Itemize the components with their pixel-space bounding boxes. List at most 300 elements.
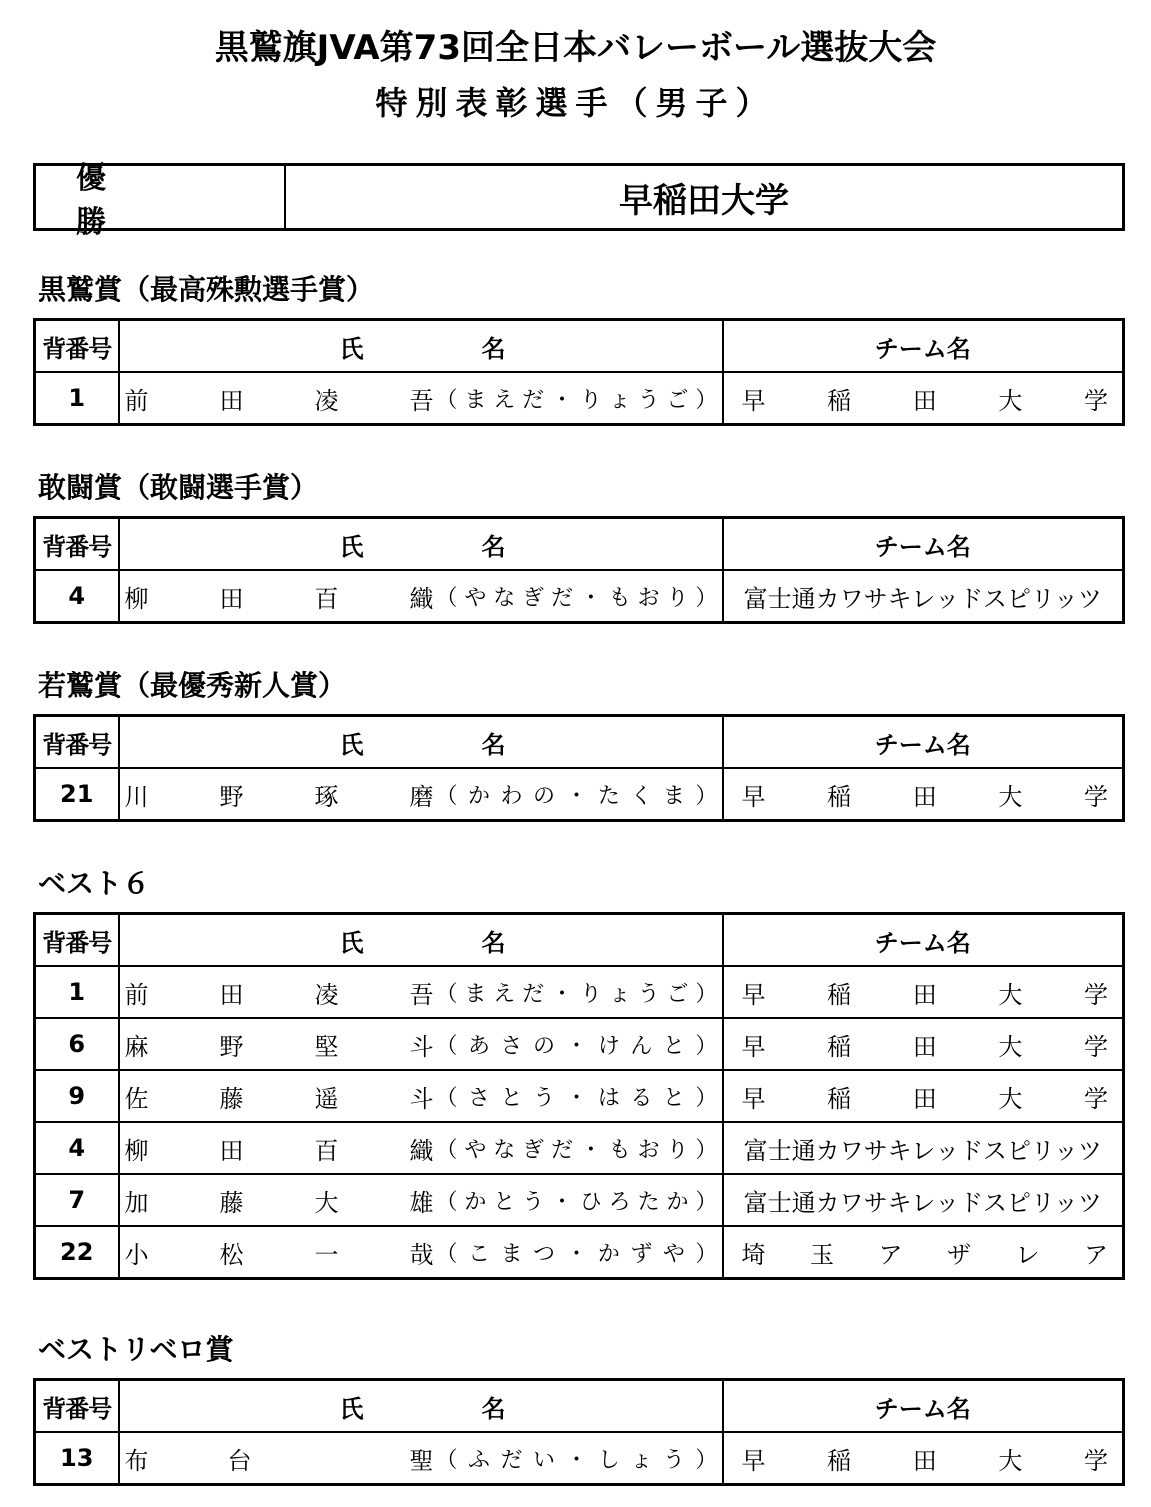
table-row [35,768,1124,821]
name-char: 田 [219,386,244,415]
player-team [723,1122,1124,1174]
team-char: 大 [998,980,1023,1009]
reading-char: い [532,1447,555,1473]
reading-char: （ [435,1189,458,1215]
player-name-kanji [125,1183,436,1218]
reading-char: か [467,783,490,809]
header-name-label [120,725,722,760]
player-name [119,372,723,425]
table-row [35,570,1124,623]
player-team [723,1070,1124,1122]
team-char: 早 [741,1446,766,1475]
name-char: 布 [124,1446,149,1475]
team-char: 早 [741,1032,766,1061]
reading-char: （ [435,585,458,611]
reading-char: ・ [565,783,588,809]
reading-char: う [662,1447,685,1473]
name-char: 田 [219,980,244,1009]
team-char: ア [878,1240,903,1269]
reading-char: し [597,1447,620,1473]
header-name-label [120,527,722,562]
reading-char: ま [464,387,487,413]
player-name [119,1432,723,1485]
team-char: ア [1084,1240,1108,1269]
header-team: チーム名 [723,320,1124,373]
team-char: 稲 [827,980,852,1009]
player-name-wrap [120,777,722,812]
name-char: 凌 [314,386,339,415]
team-name [724,1235,1123,1270]
name-char: 斗 [409,1084,434,1113]
section-title: ベストリベロ賞 [38,1333,234,1366]
player-number: 21 [35,768,119,821]
table-row [35,1070,1124,1122]
team-char: 大 [998,386,1023,415]
name-char: 柳 [124,1136,149,1165]
team-char: 田 [912,980,937,1009]
reading-char: だ [522,387,545,413]
player-team [723,1018,1124,1070]
reading-char: （ [435,1241,458,1267]
player-name-reading [436,383,718,414]
reading-char: ） [695,783,718,809]
player-name [119,1122,723,1174]
reading-char: り [579,981,602,1007]
header-name-label [120,1389,722,1424]
team-char: 大 [998,1032,1023,1061]
player-name-wrap [120,579,722,614]
name-char: 藤 [219,1188,244,1217]
team-char: 学 [1084,1084,1108,1113]
reading-char: と [500,1085,523,1111]
section-title: 敢闘賞（敢闘選手賞） [38,471,319,504]
team-name [724,1079,1123,1114]
reading-char: ひ [579,1189,602,1215]
reading-char: う [637,981,660,1007]
player-name-wrap [120,1027,722,1062]
player-number: 6 [35,1018,119,1070]
reading-char: ・ [565,1033,588,1059]
section-title: ベスト６ [38,867,151,900]
header-name-given: 名 [481,334,506,363]
award-table [33,912,1125,1280]
reading-char: ょ [608,981,631,1007]
name-char: 佐 [124,1084,149,1113]
team-char: 学 [1084,386,1108,415]
header-name-family: 氏 [339,730,364,759]
header-number: 背番号 [35,518,119,571]
reading-char: ・ [551,981,574,1007]
reading-char: り [666,585,689,611]
name-char: 田 [219,584,244,613]
reading-char: も [608,1137,631,1163]
player-name-reading [436,581,718,612]
player-name-reading [436,1029,718,1060]
reading-char: だ [551,1137,574,1163]
reading-char: ） [695,387,718,413]
team-char: 田 [912,386,937,415]
player-name-wrap [120,381,722,416]
team-char: 早 [741,980,766,1009]
reading-char: る [630,1085,653,1111]
reading-char: （ [435,981,458,1007]
name-char: 織 [409,1136,434,1165]
team-char: 玉 [810,1240,834,1269]
team-name [724,777,1123,812]
table-row [35,966,1124,1018]
reading-char: り [666,1137,689,1163]
name-char: 川 [124,782,149,811]
name-char: 一 [314,1240,339,1269]
header-team: チーム名 [723,518,1124,571]
team-char: 田 [912,1446,937,1475]
player-number: 4 [35,570,119,623]
table-row [35,1432,1124,1485]
table-header-row [35,1380,1124,1433]
player-number: 22 [35,1226,119,1279]
header-name [119,518,723,571]
team-char: 稲 [827,386,852,415]
header-name [119,320,723,373]
player-team [723,1226,1124,1279]
reading-char: （ [435,1137,458,1163]
reading-char: あ [467,1033,490,1059]
team-char: 大 [998,1446,1023,1475]
reading-char: ） [695,1033,718,1059]
name-char: 吾 [409,386,434,415]
name-char: 柳 [124,584,149,613]
player-name-reading [436,1237,718,1268]
name-char: 大 [314,1188,339,1217]
name-char: 前 [124,980,149,1009]
reading-char: （ [435,1033,458,1059]
player-name-kanji [125,381,436,416]
player-name-kanji [125,1079,436,1114]
name-char: 加 [124,1188,149,1217]
name-char: 野 [219,1032,244,1061]
player-team [723,570,1124,623]
header-name-family: 氏 [339,532,364,561]
player-name [119,1174,723,1226]
award-table [33,1378,1125,1486]
name-char: 磨 [409,782,434,811]
reading-char: ・ [551,1189,574,1215]
player-team [723,966,1124,1018]
document-title: 黒鷲旗JVA第73回全日本バレーボール選抜大会 [214,28,937,68]
winner-box [33,161,1125,240]
team-char: 早 [741,782,766,811]
table-header-row [35,716,1124,769]
award-table [33,714,1125,822]
table-row [35,372,1124,425]
name-char: 小 [124,1240,149,1269]
player-name-reading [436,1185,718,1216]
reading-char: り [579,387,602,413]
team-char: 早 [741,386,766,415]
team-char: 大 [998,1084,1023,1113]
reading-char: ・ [579,585,602,611]
name-char: 百 [314,1136,339,1165]
reading-char: こ [467,1241,490,1267]
player-number: 13 [35,1432,119,1485]
reading-char: ろ [608,1189,631,1215]
reading-char: つ [532,1241,555,1267]
reading-char: （ [435,1447,458,1473]
reading-char: ま [500,1241,523,1267]
reading-char: ん [630,1033,653,1059]
team-char: 学 [1084,1446,1108,1475]
reading-char: ま [662,783,685,809]
reading-char: と [662,1085,685,1111]
player-name [119,1070,723,1122]
reading-char: ） [695,585,718,611]
table-row [35,1226,1124,1279]
reading-char: は [597,1085,620,1111]
header-team: チーム名 [723,716,1124,769]
player-name-reading [436,1133,718,1164]
reading-char: お [637,585,660,611]
reading-char: ふ [467,1447,490,1473]
player-name-kanji [125,1235,436,1270]
player-team [723,1432,1124,1485]
name-char: 前 [124,386,149,415]
reading-char: さ [467,1085,490,1111]
team-char: 田 [912,1084,937,1113]
name-char: 雄 [409,1188,434,1217]
header-name [119,1380,723,1433]
award-table [33,318,1125,426]
player-name-wrap [120,975,722,1010]
header-team: チーム名 [723,1380,1124,1433]
reading-char: な [493,585,516,611]
team-char: 大 [998,782,1023,811]
reading-char: ょ [630,1447,653,1473]
player-name-kanji [125,579,436,614]
team-name [724,381,1123,416]
reading-char: ご [666,387,689,413]
reading-char: う [522,1189,545,1215]
section-title: 黒鷲賞（最高殊勲選手賞） [38,273,375,306]
name-char: 田 [219,1136,244,1165]
reading-char: の [532,1033,555,1059]
player-name-wrap [120,1183,722,1218]
header-name [119,914,723,967]
reading-char: け [597,1033,620,1059]
reading-char: ） [695,1137,718,1163]
player-name [119,570,723,623]
reading-char: う [637,387,660,413]
reading-char: な [493,1137,516,1163]
team-char: 稲 [827,1032,852,1061]
header-name-family: 氏 [339,1394,364,1423]
name-char: 織 [409,584,434,613]
header-name-given: 名 [481,928,506,957]
reading-char: か [464,1189,487,1215]
table-row [35,1174,1124,1226]
name-char: 斗 [409,1032,434,1061]
reading-char: ） [695,1085,718,1111]
reading-char: ご [666,981,689,1007]
reading-char: た [597,783,620,809]
name-char: 遥 [314,1084,339,1113]
table-row [35,1122,1124,1174]
team-name [724,1441,1123,1476]
reading-char: ） [695,1447,718,1473]
team-char: 学 [1084,1032,1108,1061]
player-team [723,372,1124,425]
team-name [724,1027,1123,1062]
team-name: 富士通カワサキレッドスピリッツ [743,1136,1102,1165]
player-name-reading [436,977,718,1008]
table-header-row [35,518,1124,571]
reading-char: ・ [565,1241,588,1267]
team-char: 稲 [827,1446,852,1475]
name-char: 聖 [409,1446,434,1475]
player-name-kanji [125,1441,436,1476]
player-name-reading [436,1081,718,1112]
name-char: 野 [219,782,244,811]
player-name-kanji [125,975,436,1010]
player-name-reading [436,1443,718,1474]
name-char: 哉 [409,1240,434,1269]
player-name-wrap [120,1079,722,1114]
name-char: 吾 [409,980,434,1009]
reading-char: だ [551,585,574,611]
header-name-given: 名 [481,730,506,759]
reading-char: （ [435,387,458,413]
team-char: 埼 [741,1240,766,1269]
team-char: 稲 [827,782,852,811]
header-number: 背番号 [35,320,119,373]
player-name [119,768,723,821]
player-name-kanji [125,1131,436,1166]
player-name-kanji [125,1027,436,1062]
reading-char: わ [500,783,523,809]
header-name-family: 氏 [339,928,364,957]
reading-char: う [532,1085,555,1111]
team-char: 稲 [827,1084,852,1113]
document-subtitle: 特別表彰選手（男子） [375,84,776,122]
name-char: 琢 [314,782,339,811]
reading-char: （ [435,1085,458,1111]
reading-char: ぎ [522,1137,545,1163]
reading-char: か [597,1241,620,1267]
table-row [35,1018,1124,1070]
winner-label: 優 勝 [36,166,286,228]
player-team [723,1174,1124,1226]
reading-char: え [493,387,516,413]
player-name-wrap [120,1441,722,1476]
reading-char: さ [500,1033,523,1059]
player-team [723,768,1124,821]
header-number: 背番号 [35,1380,119,1433]
reading-char: ・ [579,1137,602,1163]
team-char: 早 [741,1084,766,1113]
header-name-given: 名 [481,532,506,561]
reading-char: だ [522,981,545,1007]
name-char: 凌 [314,980,339,1009]
reading-char: ・ [551,387,574,413]
name-char: 堅 [314,1032,339,1061]
header-name-family: 氏 [339,334,364,363]
reading-char: の [532,783,555,809]
player-name-wrap [120,1235,722,1270]
player-number: 1 [35,372,119,425]
reading-char: く [630,783,653,809]
award-table [33,516,1125,624]
header-name [119,716,723,769]
team-char: レ [1015,1240,1040,1269]
reading-char: （ [435,783,458,809]
reading-char: ず [630,1241,653,1267]
team-char: 田 [912,782,937,811]
reading-char: も [608,585,631,611]
name-char: 百 [314,584,339,613]
reading-char: と [662,1033,685,1059]
reading-char: ） [695,1241,718,1267]
reading-char: ま [464,981,487,1007]
name-char: 台 [227,1446,252,1475]
player-name [119,966,723,1018]
reading-char: ょ [608,387,631,413]
reading-char: や [464,585,487,611]
section-title: 若鷲賞（最優秀新人賞） [38,669,347,702]
winner-team: 早稲田大学 [619,180,789,221]
header-number: 背番号 [35,914,119,967]
player-name-reading [436,779,718,810]
player-name-wrap [120,1131,722,1166]
player-name [119,1018,723,1070]
player-name-kanji [125,777,436,812]
reading-char: え [493,981,516,1007]
player-name [119,1226,723,1279]
header-team: チーム名 [723,914,1124,967]
team-char: 学 [1084,980,1108,1009]
player-number: 7 [35,1174,119,1226]
header-number: 背番号 [35,716,119,769]
reading-char: ・ [565,1085,588,1111]
team-name: 富士通カワサキレッドスピリッツ [743,584,1102,613]
header-name-given: 名 [481,1394,506,1423]
reading-char: た [637,1189,660,1215]
team-char: 学 [1084,782,1108,811]
team-char: 田 [912,1032,937,1061]
header-name-label [120,329,722,364]
name-char: 松 [219,1240,244,1269]
player-number: 1 [35,966,119,1018]
reading-char: と [493,1189,516,1215]
player-number: 9 [35,1070,119,1122]
reading-char: ぎ [522,585,545,611]
reading-char: ） [695,1189,718,1215]
team-char: ザ [947,1240,971,1269]
header-name-label [120,923,722,958]
team-name: 富士通カワサキレッドスピリッツ [743,1188,1102,1217]
reading-char: ・ [565,1447,588,1473]
reading-char: や [662,1241,685,1267]
table-header-row [35,320,1124,373]
name-char: 藤 [219,1084,244,1113]
reading-char: お [637,1137,660,1163]
reading-char: や [464,1137,487,1163]
reading-char: か [666,1189,689,1215]
team-name [724,975,1123,1010]
player-number: 4 [35,1122,119,1174]
reading-char: ） [695,981,718,1007]
reading-char: だ [500,1447,523,1473]
name-char: 麻 [124,1032,149,1061]
table-header-row [35,914,1124,967]
